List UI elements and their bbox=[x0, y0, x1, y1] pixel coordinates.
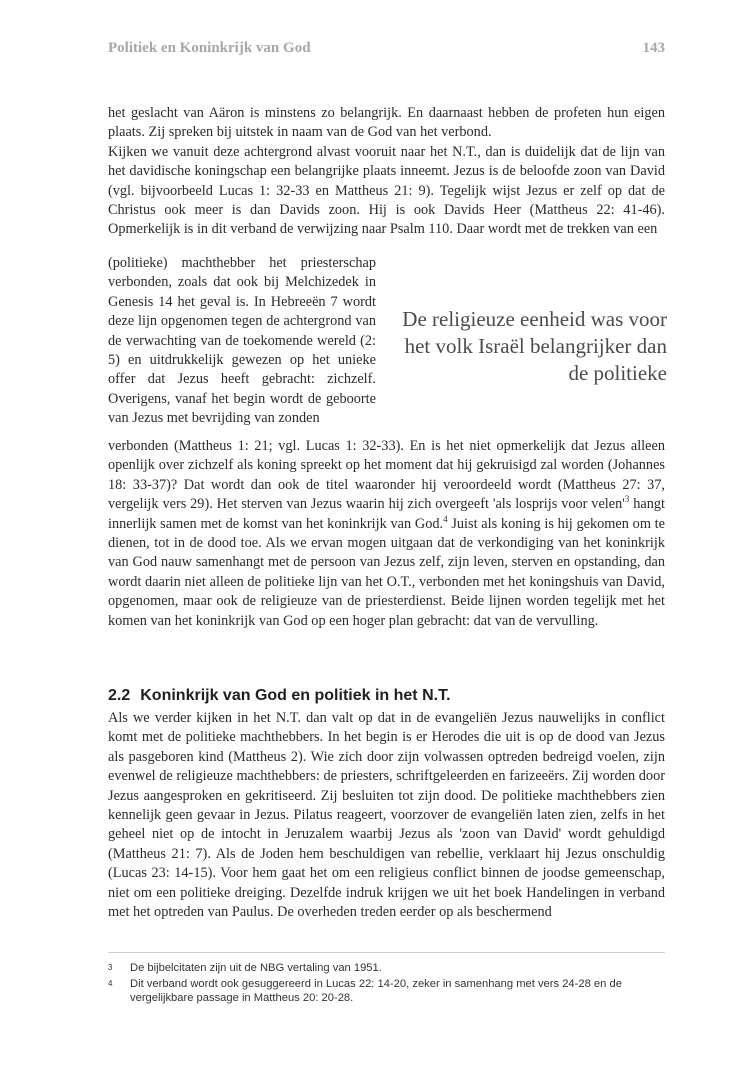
paragraph: Kijken we vanuit deze achtergrond alvast vooruit naar het N.T., dan is duidelijk dat de lijn van het davidische koningschap een belangrijke plaats inneemt. Jezus is de beloofde zoon van David (vgl. bijvoorbeeld Lucas 1: 32-33 en Mattheus 21: 9). Tegelijk wijst Jezus er zelf op dat de Christus ook meer is dan Davids zoon. Hij is ook Davids Heer (Mattheus 22: 41-46). Opmerkelijk is in dit verband de verwijzing naar Psalm 110. Daar wordt met de trekken van een bbox=[108, 143, 665, 238]
section-heading bbox=[108, 687, 665, 705]
footnote-4 bbox=[108, 977, 665, 1006]
paragraph: het geslacht van Aäron is minstens zo belangrijk. En daarnaast hebben de profeten hun eigen plaats. Zij spreken bij uitstek in naam van de God van het verbond. bbox=[108, 105, 665, 141]
running-head bbox=[108, 40, 665, 60]
text-run: hangt innerlijk samen met de komst van het koninkrijk van God. bbox=[108, 496, 665, 532]
continuation-text bbox=[108, 437, 665, 631]
paragraph: Als we verder kijken in het N.T. dan valt op dat in de evangeliën Jezus nauwelijks in conflict komt met de politieke machthebbers. In het begin is er Herodes die uit is op de dood van Jezus als pasgeboren kind (Mattheus 2). Wie zich door zijn volwassen optreden bedreigd voelen, zijn evenwel de religieuze machthebbers: de priesters, schriftgeleerden en farizeeërs. Zij worden door Jezus aangesproken en gekritiseerd. Zij besluiten tot zijn dood. De politieke machthebbers zien kennelijk geen gevaar in Jezus. Pilatus reageert, voorzover de evangeliën laten zien, zelfs in het geheel niet op de intocht in Jeruzalem waarbij Jezus als 'zoon van David' wordt gehuldigd (Mattheus 21: 7). Als de Joden hem beschuldigen van rebellie, verklaart hij Jezus onschuldig (Lucas 23: 14-15). Voor hem gaat het om een religieus conflict binnen de joodse gemeenschap, niet om een politieke dreiging. Dezelfde indruk krijgen we uit het boek Handelingen in verband met het optreden van Paulus. De overheden treden eerder op als beschermend bbox=[108, 710, 665, 921]
footnote-ref-3[interactable]: 3 bbox=[624, 494, 630, 505]
section-text bbox=[108, 709, 665, 922]
text-run: verbonden (Mattheus 1: 21; vgl. Lucas 1: 32-33). En is het niet opmerkelijk dat Jezus alleen openlijk over zichzelf als koning spreekt op het moment dat hij gekruisigd zal worden (Johannes 18: 33-37)? Dat wordt dan ook de titel waaronder hij veroordeeld wordt (Mattheus 27: 37, vergelijk vers 29). Het sterven van Jezus waarin hij zich overgeeft 'als losprijs voor velen' bbox=[108, 438, 665, 513]
wrapped-text-column bbox=[108, 254, 376, 429]
section-title: Koninkrijk van God en politiek in het N.T. bbox=[140, 687, 451, 704]
pull-quote-text: De religieuze eenheid was voor het volk Israël belangrijker dan de politieke bbox=[402, 307, 667, 385]
footnote-mark: 4 bbox=[108, 978, 113, 988]
footnote-text: Dit verband wordt ook gesuggereerd in Lucas 22: 14-20, zeker in samenhang met vers 24-28 en de vergelijkbare passage in Mattheus 20: 20-28. bbox=[130, 977, 622, 1005]
text-run: Juist als koning is hij gekomen om te dienen, tot in de dood toe. Als we ervan mogen uitgaan dat de verkondiging van het koninkrijk van God nauw samenhangt met de persoon van Jezus zelf, zijn leven, sterven en opstanding, dan wordt daarin niet alleen de politieke lijn van het O.T., verbonden met het koningshuis van David, opgenomen, maar ook de religieuze van de priesterdienst. Beide lijnen worden tegelijk met het komen van het koninkrijk van God op een hoger plan gebracht: dat van de vervulling. bbox=[108, 515, 665, 629]
footnote-ref-4[interactable]: 4 bbox=[443, 513, 448, 524]
footnote-divider bbox=[108, 952, 665, 953]
intro-text bbox=[108, 104, 665, 240]
pull-quote bbox=[398, 306, 667, 387]
paragraph: (politieke) machthebber het priesterschap verbonden, zoals dat ook bij Melchizedek in Genesis 14 het geval is. In Hebreeën 7 wordt deze lijn opgenomen tegen de achtergrond van de verwachting van de toekomende wereld (2: 5) en uitdrukkelijk gewezen op het unieke offer dat Jezus heeft gebracht: zichzelf. Overigens, vanaf het begin wordt de geboorte van Jezus met bevrijding van zonden bbox=[108, 255, 376, 427]
paragraph bbox=[108, 437, 665, 631]
page-number: 143 bbox=[642, 40, 665, 56]
footnotes bbox=[108, 961, 665, 1007]
footnote-text: De bijbelcitaten zijn uit de NBG vertaling van 1951. bbox=[130, 962, 382, 974]
footnote-mark: 3 bbox=[108, 963, 113, 972]
footnote-3 bbox=[108, 961, 665, 976]
running-head-title: Politiek en Koninkrijk van God bbox=[108, 40, 311, 56]
section-number: 2.2 bbox=[108, 687, 131, 704]
